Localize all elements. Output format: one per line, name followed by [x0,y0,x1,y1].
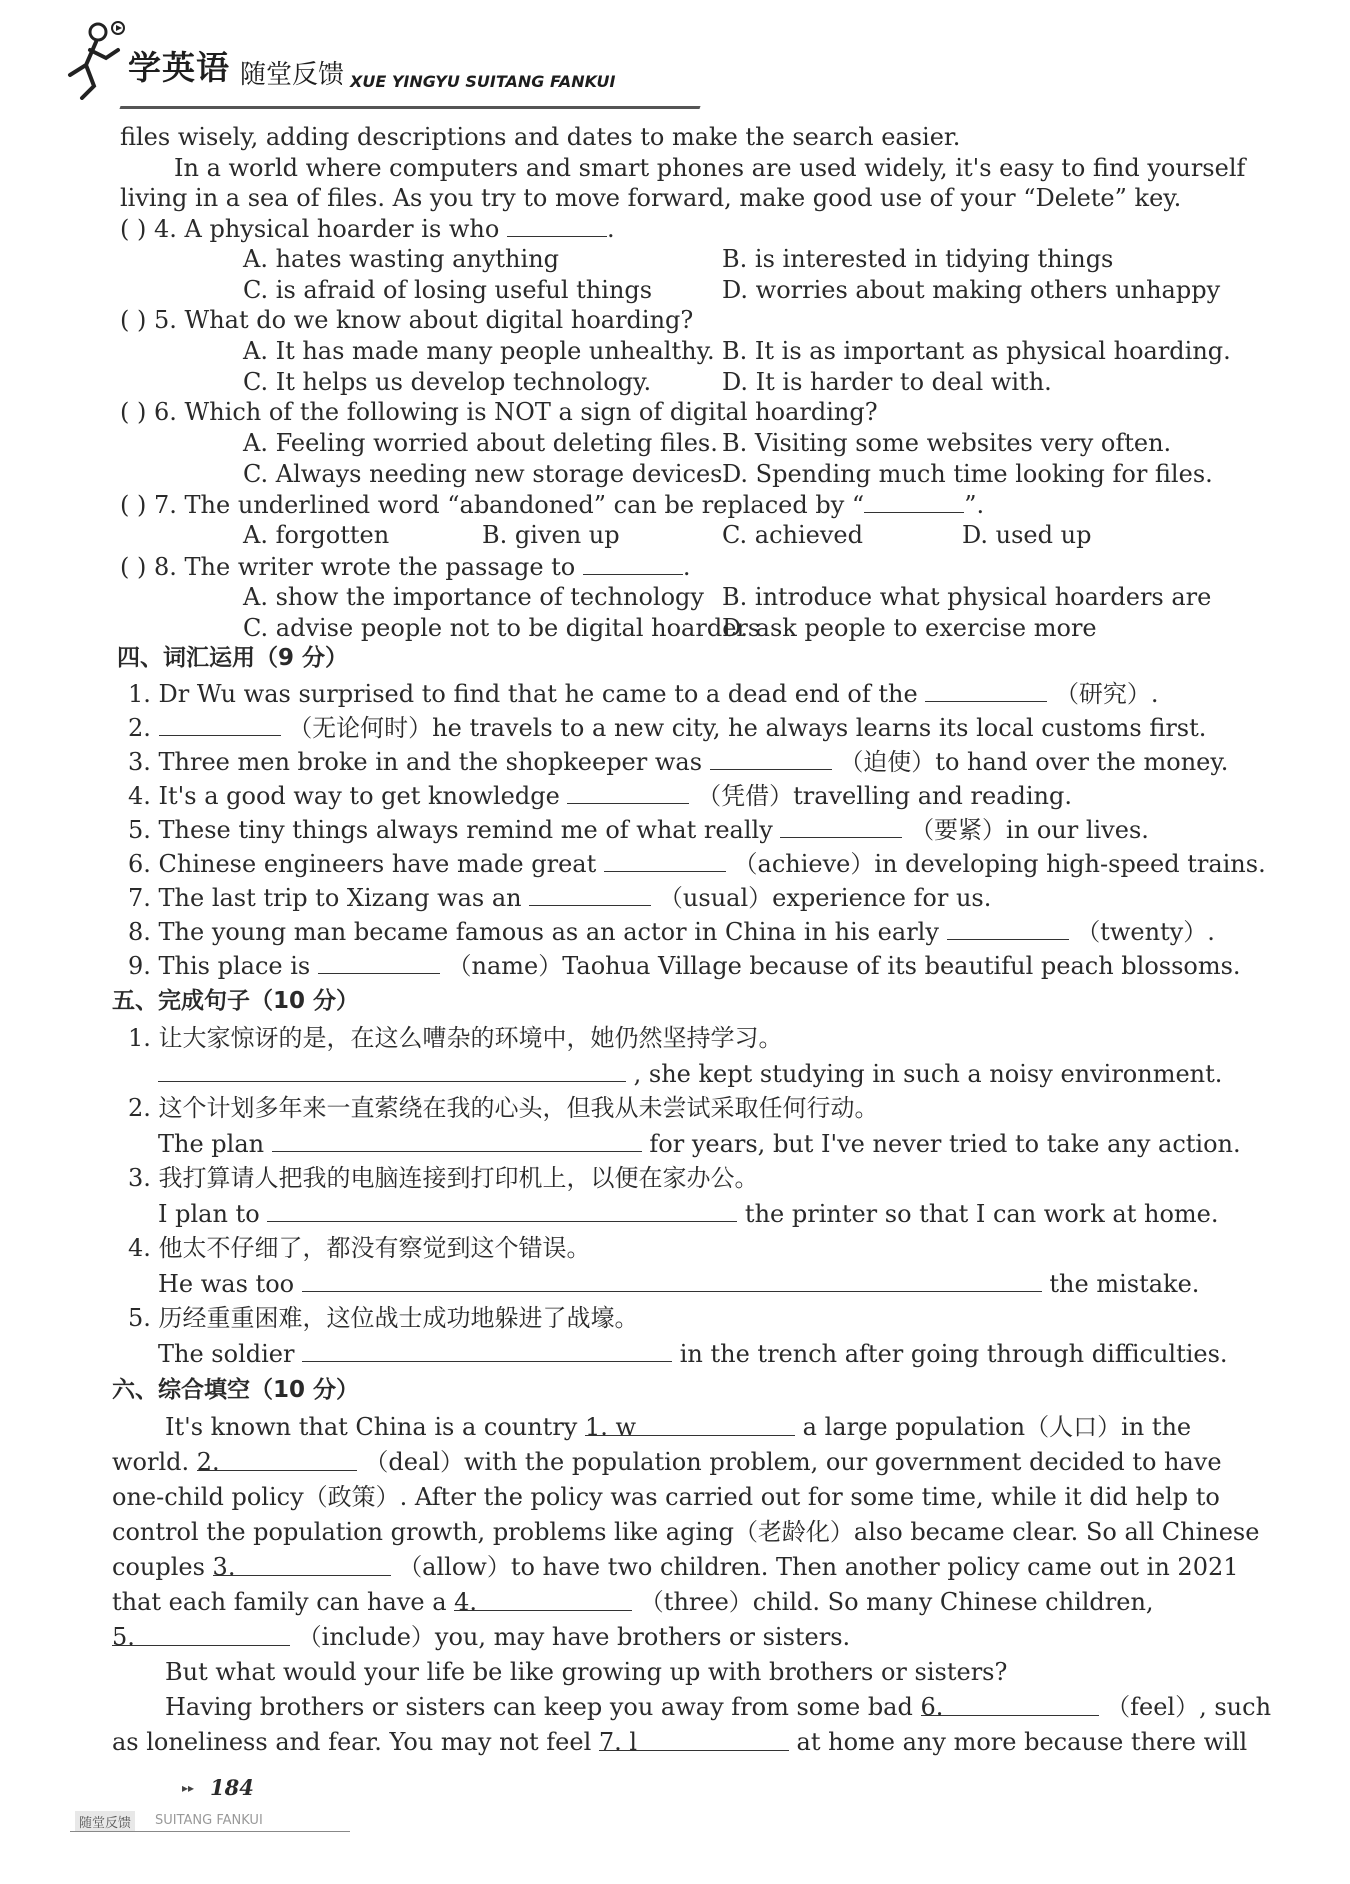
option-b: B. Visiting some websites very often. [722,429,1172,457]
cloze-text: as loneliness and fear. You may not feel [112,1728,592,1756]
option-c: C. It helps us develop technology. [243,368,652,396]
chinese-prompt: 1. 让大家惊讶的是，在这么嘈杂的环境中，她仍然坚持学习。 [128,1024,783,1052]
cloze-line: control the population growth, problems like aging（老龄化）also became clear. So all Chinese [112,1518,1260,1546]
item-hint: （achieve）in developing high-speed trains. [733,850,1266,878]
option-c: C. is afraid of losing useful things [243,276,653,304]
vocab-item [128,679,1159,708]
answer-blank[interactable] [318,951,440,974]
answer-blank[interactable] [583,552,683,575]
question-8 [120,552,691,581]
sentence-item [158,1199,1219,1228]
cloze-line [112,1588,1154,1616]
footer-tag-en: SUITANG FANKUI [155,1813,263,1828]
sentence-item [158,1269,1199,1298]
cloze-blank[interactable]: 5. [112,1623,290,1646]
cloze-text: couples [112,1553,205,1581]
question-7 [120,490,984,519]
question-end: . [682,553,691,581]
question-stem: 7. The underlined word “abandoned” can be replaced by “ [154,491,865,519]
sentence-item [158,1129,1241,1158]
cloze-blank[interactable]: 7. l [599,1728,789,1751]
chinese-prompt: 3. 我打算请人把我的电脑连接到打印机上，以便在家办公。 [128,1164,759,1192]
cloze-blank[interactable]: 3. [213,1553,391,1576]
answer-blank[interactable] [272,1129,642,1152]
vocab-item [128,815,1149,844]
section-6-title: 六、综合填空（10 分） [112,1377,360,1403]
arrow-icon: ▸▸ [182,1781,195,1795]
cloze-blank[interactable]: 4. [454,1588,632,1611]
answer-blank[interactable] [158,1059,626,1082]
item-hint: （研究）. [1054,680,1159,708]
cloze-text: It's known that China is a country [165,1413,578,1441]
chinese-prompt: 5. 历经重重困难，这位战士成功地躲进了战壕。 [128,1304,639,1332]
question-stem: 5. What do we know about digital hoarding? [154,306,694,334]
question-end: ”. [964,491,985,519]
cloze-text: （deal）with the population problem, our government decided to have [364,1448,1222,1476]
cloze-text: at home any more because there will [796,1728,1248,1756]
question-stem: 4. A physical hoarder is who [154,215,500,243]
item-hint: （要紧）in our lives. [910,816,1149,844]
option-a: A. Feeling worried about deleting files. [243,429,718,457]
option-b: B. introduce what physical hoarders are [722,583,1212,611]
option-d: D. used up [962,521,1092,549]
header-rule [119,106,700,109]
item-text: 7. The last trip to Xizang was an [128,884,522,912]
item-text: 1. Dr Wu was surprised to find that he came to a dead end of the [128,680,918,708]
vocab-item [128,713,1206,742]
sentence-start: The soldier [158,1340,295,1368]
answer-blank[interactable] [267,1199,737,1222]
chinese-prompt: 2. 这个计划多年来一直萦绕在我的心头，但我从未尝试采取任何行动。 [128,1094,879,1122]
answer-blank[interactable] [302,1339,672,1362]
sentence-end: in the trench after going through difficulties. [679,1340,1228,1368]
cloze-text: that each family can have a [112,1588,447,1616]
cloze-blank[interactable]: 6. [921,1693,1099,1716]
sentence-end: the printer so that I can work at home. [744,1200,1219,1228]
item-hint: （无论何时）he travels to a new city, he always learns its local customs first. [288,714,1207,742]
footer-tag: 随堂反馈 [75,1811,135,1832]
answer-blank[interactable] [507,214,607,237]
answer-blank[interactable] [604,849,726,872]
answer-blank[interactable] [947,917,1069,940]
sentence-item [158,1059,1222,1088]
question-stem: 8. The writer wrote the passage to [154,553,576,581]
section-5-title: 五、完成句子（10 分） [112,988,360,1014]
answer-paren[interactable]: ( ) [120,491,147,519]
answer-blank[interactable] [567,781,689,804]
header-english: XUE YINGYU SUITANG FANKUI [350,72,616,91]
option-c: C. achieved [722,521,863,549]
answer-paren[interactable]: ( ) [120,398,147,426]
answer-blank[interactable] [302,1269,1042,1292]
header-subtitle: 随堂反馈 [240,60,345,90]
cloze-line [112,1553,1239,1581]
option-b: B. given up [482,521,620,549]
sentence-end: for years, but I've never tried to take any action. [649,1130,1241,1158]
option-c: C. advise people not to be digital hoarders [243,614,761,642]
question-6 [120,398,878,426]
item-text: 2. [128,714,151,742]
passage-line: In a world where computers and smart phones are used widely, it's easy to find yourself [174,154,1246,182]
item-hint: （迫使）to hand over the money. [839,748,1229,776]
question-end: . [606,215,615,243]
answer-blank[interactable] [780,815,902,838]
cloze-line [165,1413,1191,1441]
cloze-line [112,1623,850,1651]
cloze-line [112,1448,1222,1476]
question-4 [120,214,615,243]
option-a: A. forgotten [243,521,390,549]
cloze-blank[interactable]: 1. w [585,1413,795,1436]
cloze-blank[interactable]: 2. [197,1448,357,1471]
passage-line: files wisely, adding descriptions and dates to make the search easier. [120,123,961,151]
passage-line: living in a sea of files. As you try to move forward, make good use of your “Delete” key. [120,184,1182,212]
cloze-text: a large population（人口）in the [802,1413,1192,1441]
item-hint: （凭借）travelling and reading. [697,782,1072,810]
section-4-title: 四、词汇运用（9 分） [117,645,349,671]
cloze-line [165,1693,1271,1721]
page-footer [70,1775,370,1845]
item-text: 5. These tiny things always remind me of what really [128,816,773,844]
header-title: 学英语 [128,48,230,87]
sentence-end: the mistake. [1049,1270,1200,1298]
option-d: D. Spending much time looking for files. [722,460,1213,488]
sentence-end: , she kept studying in such a noisy environment. [633,1060,1223,1088]
page-header [60,14,660,104]
item-hint: （twenty）. [1076,918,1215,946]
chinese-prompt: 4. 他太不仔细了，都没有察觉到这个错误。 [128,1234,591,1262]
option-c: C. Always needing new storage devices. [243,460,731,488]
answer-blank[interactable] [864,490,964,513]
answer-blank[interactable] [159,713,281,736]
item-text: 9. This place is [128,952,311,980]
cloze-text: （three）child. So many Chinese children, [639,1588,1154,1616]
option-a: A. show the importance of technology [243,583,704,611]
item-text: 3. Three men broke in and the shopkeeper was [128,748,703,776]
vocab-item [128,917,1215,946]
answer-blank[interactable] [710,747,832,770]
answer-blank[interactable] [925,679,1047,702]
cloze-line: But what would your life be like growing up with brothers or sisters? [165,1658,1008,1686]
sentence-start: I plan to [158,1200,260,1228]
cloze-text: （feel）, such [1106,1693,1272,1721]
option-a: A. It has made many people unhealthy. [243,337,715,365]
item-hint: （usual）experience for us. [658,884,992,912]
item-text: 6. Chinese engineers have made great [128,850,597,878]
vocab-item [128,849,1266,878]
vocab-item [128,747,1228,776]
cloze-text: world. [112,1448,190,1476]
question-5 [120,306,693,334]
answer-blank[interactable] [529,883,651,906]
sentence-start: He was too [158,1270,295,1298]
footer-rule [70,1831,350,1832]
option-b: B. It is as important as physical hoarding. [722,337,1231,365]
option-d: D. worries about making others unhappy [722,276,1221,304]
question-stem: 6. Which of the following is NOT a sign of digital hoarding? [154,398,878,426]
page-number: 184 [210,1775,254,1800]
sentence-start: The plan [158,1130,265,1158]
answer-paren[interactable]: ( ) [120,306,147,334]
item-text: 8. The young man became famous as an actor in China in his early [128,918,939,946]
option-b: B. is interested in tidying things [722,245,1114,273]
cloze-line [112,1728,1247,1756]
option-d: D. It is harder to deal with. [722,368,1052,396]
item-text: 4. It's a good way to get knowledge [128,782,560,810]
vocab-item [128,781,1072,810]
answer-paren[interactable]: ( ) [120,215,147,243]
cloze-text: （include）you, may have brothers or sisters. [297,1623,851,1651]
option-a: A. hates wasting anything [243,245,560,273]
option-d: D. ask people to exercise more [722,614,1097,642]
sentence-item [158,1339,1228,1368]
runner-logo-icon [60,20,130,100]
cloze-text: Having brothers or sisters can keep you away from some bad [165,1693,913,1721]
vocab-item [128,951,1241,980]
cloze-text: （allow）to have two children. Then another policy came out in 2021 [398,1553,1239,1581]
cloze-line: one-child policy（政策）. After the policy was carried out for some time, while it did help to [112,1483,1220,1511]
vocab-item [128,883,991,912]
item-hint: （name）Taohua Village because of its beautiful peach blossoms. [447,952,1241,980]
answer-paren[interactable]: ( ) [120,553,147,581]
